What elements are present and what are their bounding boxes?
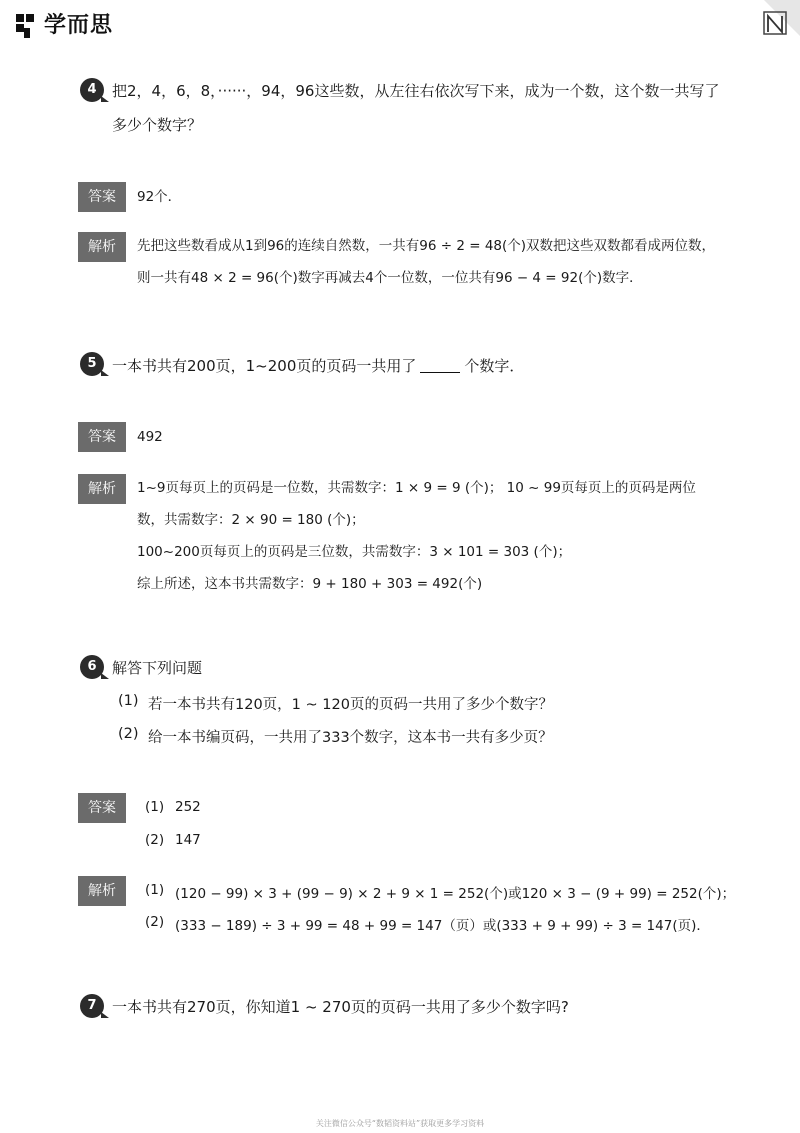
question-number-6: 6 <box>80 655 104 679</box>
answer-blank <box>420 360 460 373</box>
question-4-text: 把2，4，6，8，······，94，96这些数，从左往右依次写下来，成为一个数，这个数一共写了多少个数字？ <box>112 82 720 134</box>
brand-logo <box>14 8 113 39</box>
question-number-7: 7 <box>80 994 104 1018</box>
question-number-4: 4 <box>80 78 104 102</box>
answer-label: 答案 <box>78 182 126 212</box>
question-7-text: 一本书共有270页，你知道1 ~ 270页的页码一共用了多少个数字吗? <box>112 998 569 1016</box>
explain-5-line-2: 100~200页每页上的页码是三位数，共需数字：3 × 101 = 303 (个)； <box>137 544 572 560</box>
answer-6-1-number: (1) <box>145 799 165 815</box>
sub-question-1-number: (1) <box>118 693 139 709</box>
explain-6-1-number: (1) <box>145 882 165 898</box>
explain-4: 先把这些数看成从1到96的连续自然数，一共有96 ÷ 2 = 48(个)双数把这些双数都看成两位数，则一共有48 × 2 = 96(个)数字再减去4个一位数，一位共有96 − 4 = 92(个)数字． <box>137 238 716 286</box>
answer-6-2-number: (2) <box>145 832 165 848</box>
question-5-text <box>112 349 524 383</box>
explain-6-2-number: (2) <box>145 914 165 930</box>
sub-question-2-number: (2) <box>118 726 139 742</box>
logo-icon <box>14 10 42 38</box>
explain-label: 解析 <box>78 474 126 504</box>
explain-5-line-3: 综上所述，这本书共需数字：9 + 180 + 303 = 492(个) <box>137 576 483 592</box>
sub-question-2: 给一本书编页码，一共用了333个数字，这本书一共有多少页？ <box>148 730 553 746</box>
footer-note: 关注微信公众号“数韬资料站”获取更多学习资料 <box>315 1119 485 1128</box>
explain-5-line-1: 1~9页每页上的页码是一位数，共需数字：1 × 9 = 9 (个)； 10 ~ 99页每页上的页码是两位数，共需数字：2 × 90 = 180 (个)； <box>137 480 696 528</box>
corner-logo-icon <box>762 10 790 38</box>
answer-label: 答案 <box>78 422 126 452</box>
answer-4: 92个． <box>137 189 182 205</box>
answer-label: 答案 <box>78 793 126 823</box>
explain-6-1: (120 − 99) × 3 + (99 − 9) × 2 + 9 × 1 = 252(个)或120 × 3 − (9 + 99) = 252(个)； <box>175 886 736 902</box>
explain-label: 解析 <box>78 876 126 906</box>
answer-5: 492 <box>137 429 163 445</box>
explain-6-2: (333 − 189) ÷ 3 + 99 = 48 + 99 = 147（页）或(333 + 9 + 99) ÷ 3 = 147(页)． <box>175 918 710 934</box>
sub-question-1: 若一本书共有120页，1 ~ 120页的页码一共用了多少个数字？ <box>148 697 553 713</box>
question-number-5: 5 <box>80 352 104 376</box>
answer-6-2: 147 <box>175 832 201 848</box>
answer-6-1: 252 <box>175 799 201 815</box>
question-5-post: 个数字． <box>464 357 525 375</box>
explain-label: 解析 <box>78 232 126 262</box>
question-5-pre: 一本书共有200页，1~200页的页码一共用了 <box>112 357 417 375</box>
brand-name: 学而思 <box>44 13 114 38</box>
question-6-text: 解答下列问题 <box>112 659 203 677</box>
